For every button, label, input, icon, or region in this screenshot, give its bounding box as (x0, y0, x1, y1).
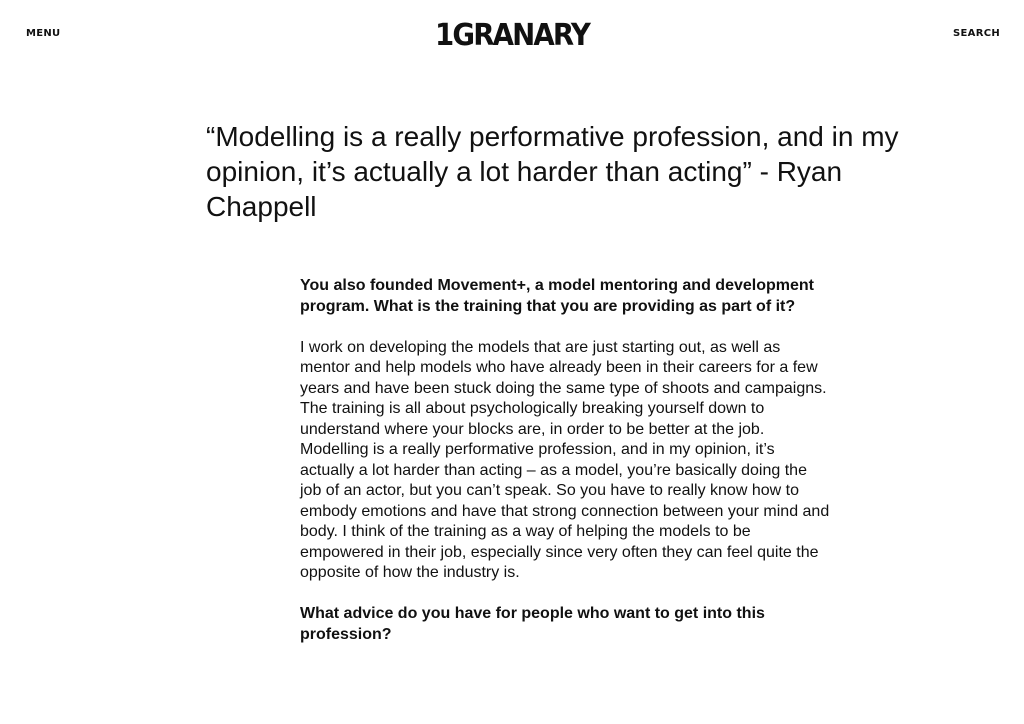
site-header (0, 0, 1024, 72)
interview-article (300, 276, 830, 666)
menu-button[interactable]: MENU (26, 28, 61, 39)
interview-answer: I work on developing the models that are just starting out, as well as mentor and help models who have already been in their careers for a few years and have been stuck doing the same type of shoots and campaigns. The training is all about psychologically breaking yourself down to understand where your blocks are, in order to be better at the job. Modelling is a really performative profession, and in my opinion, it’s actually a lot harder than acting – as a model, you’re basically doing the job of an actor, but you can’t speak. So you have to really know how to embody emotions and have that strong connection between your mind and body. I think of the training as a way of helping the models to be empowered in their job, especially since very often they can feel quite the opposite of how the industry is. (300, 338, 830, 581)
site-logo[interactable]: 1GRANARY (435, 18, 589, 53)
pull-quote: “Modelling is a really performative profession, and in my opinion, it’s actually a lot harder than acting” - Ryan Chappell (206, 121, 899, 222)
search-button[interactable]: SEARCH (953, 28, 1000, 39)
interview-question: You also founded Movement+, a model mentoring and development program. What is the training that you are providing as part of it? (300, 277, 814, 315)
interview-question: What advice do you have for people who want to get into this profession? (300, 605, 765, 643)
